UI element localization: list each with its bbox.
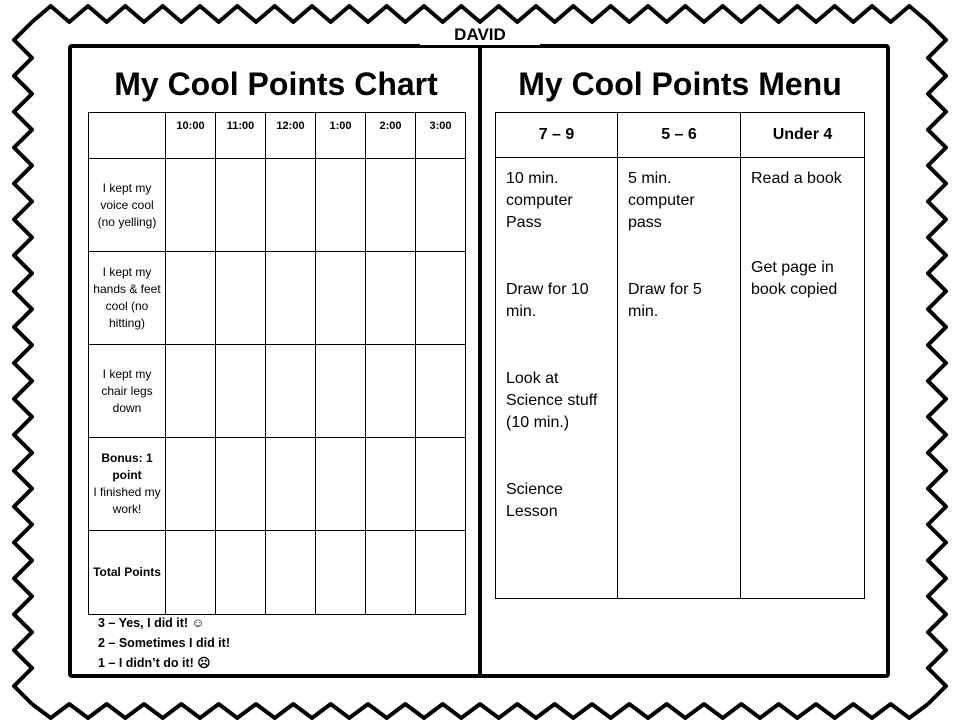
cool-points-chart bbox=[88, 112, 466, 615]
center-divider bbox=[478, 44, 482, 678]
legend-text: 2 – Sometimes I did it! bbox=[98, 636, 230, 650]
menu-item: 10 min. computer Pass bbox=[506, 170, 573, 231]
total-cell[interactable] bbox=[216, 531, 266, 615]
menu-item: Get page in book copied bbox=[751, 259, 838, 298]
points-cell[interactable] bbox=[316, 252, 366, 345]
points-cell[interactable] bbox=[266, 252, 316, 345]
menu-item: Look at Science stuff (10 min.) bbox=[506, 370, 598, 431]
zigzag-edge bbox=[32, 704, 928, 718]
menu-item: Science Lesson bbox=[506, 481, 563, 520]
points-cell[interactable] bbox=[316, 438, 366, 531]
points-legend bbox=[98, 613, 230, 673]
legend-item bbox=[98, 633, 230, 653]
menu-item: Draw for 5 min. bbox=[628, 281, 702, 320]
bonus-label: Bonus: 1 point bbox=[101, 451, 153, 482]
total-cell[interactable] bbox=[416, 531, 466, 615]
menu-column bbox=[496, 158, 618, 599]
menu-column bbox=[618, 158, 741, 599]
row-label: I kept my voice cool (no yelling) bbox=[89, 159, 166, 252]
points-cell[interactable] bbox=[166, 345, 216, 438]
points-cell[interactable] bbox=[366, 345, 416, 438]
menu-header-row bbox=[496, 113, 865, 158]
menu-column-header: 7 – 9 bbox=[496, 113, 618, 158]
legend-item bbox=[98, 613, 230, 633]
time-column-header: 10:00 bbox=[166, 113, 216, 159]
legend-text: 1 – I didn’t do it! bbox=[98, 656, 194, 670]
row-label-bonus bbox=[89, 438, 166, 531]
row-label: I kept my hands & feet cool (no hitting) bbox=[89, 252, 166, 345]
total-cell[interactable] bbox=[166, 531, 216, 615]
chart-row-total bbox=[89, 531, 466, 615]
points-cell[interactable] bbox=[366, 438, 416, 531]
chart-corner-cell bbox=[89, 113, 166, 159]
zigzag-edge bbox=[14, 22, 32, 704]
menu-item: Read a book bbox=[751, 170, 842, 187]
points-cell[interactable] bbox=[416, 438, 466, 531]
legend-text: 3 – Yes, I did it! bbox=[98, 616, 189, 630]
menu-column bbox=[741, 158, 865, 599]
points-cell[interactable] bbox=[316, 159, 366, 252]
points-cell[interactable] bbox=[316, 345, 366, 438]
smiley-face-icon: ☺ bbox=[191, 616, 205, 630]
time-column-header: 2:00 bbox=[366, 113, 416, 159]
total-cell[interactable] bbox=[316, 531, 366, 615]
points-cell[interactable] bbox=[216, 159, 266, 252]
points-cell[interactable] bbox=[416, 345, 466, 438]
chart-header-row bbox=[89, 113, 466, 159]
points-cell[interactable] bbox=[416, 159, 466, 252]
points-cell[interactable] bbox=[216, 345, 266, 438]
chart-row-voice bbox=[89, 159, 466, 252]
points-cell[interactable] bbox=[266, 345, 316, 438]
chart-row-hands bbox=[89, 252, 466, 345]
points-cell[interactable] bbox=[166, 252, 216, 345]
chart-row-chair bbox=[89, 345, 466, 438]
chart-title: My Cool Points Chart bbox=[114, 66, 438, 102]
points-cell[interactable] bbox=[366, 252, 416, 345]
total-points-label: Total Points bbox=[93, 565, 161, 579]
zigzag-edge bbox=[928, 22, 946, 704]
cool-points-menu bbox=[495, 112, 865, 599]
student-name: DAVID bbox=[420, 25, 540, 45]
menu-column-header: 5 – 6 bbox=[618, 113, 741, 158]
points-cell[interactable] bbox=[166, 438, 216, 531]
zigzag-edge bbox=[32, 6, 928, 22]
row-label: I kept my chair legs down bbox=[89, 345, 166, 438]
time-column-header: 12:00 bbox=[266, 113, 316, 159]
points-cell[interactable] bbox=[266, 159, 316, 252]
points-cell[interactable] bbox=[216, 252, 266, 345]
points-cell[interactable] bbox=[366, 159, 416, 252]
bonus-description: I finished my work! bbox=[93, 485, 161, 516]
time-column-header: 11:00 bbox=[216, 113, 266, 159]
points-cell[interactable] bbox=[216, 438, 266, 531]
points-cell[interactable] bbox=[416, 252, 466, 345]
time-column-header: 1:00 bbox=[316, 113, 366, 159]
total-cell[interactable] bbox=[366, 531, 416, 615]
menu-column-header: Under 4 bbox=[741, 113, 865, 158]
total-cell[interactable] bbox=[266, 531, 316, 615]
points-cell[interactable] bbox=[166, 159, 216, 252]
time-column-header: 3:00 bbox=[416, 113, 466, 159]
sad-face-icon: ☹ bbox=[197, 656, 211, 670]
legend-item bbox=[98, 653, 230, 673]
menu-item: 5 min. computer pass bbox=[628, 170, 695, 231]
menu-item: Draw for 10 min. bbox=[506, 281, 589, 320]
menu-items-row bbox=[496, 158, 865, 599]
points-cell[interactable] bbox=[266, 438, 316, 531]
row-label-total bbox=[89, 531, 166, 615]
menu-title: My Cool Points Menu bbox=[518, 66, 842, 102]
chart-row-bonus bbox=[89, 438, 466, 531]
